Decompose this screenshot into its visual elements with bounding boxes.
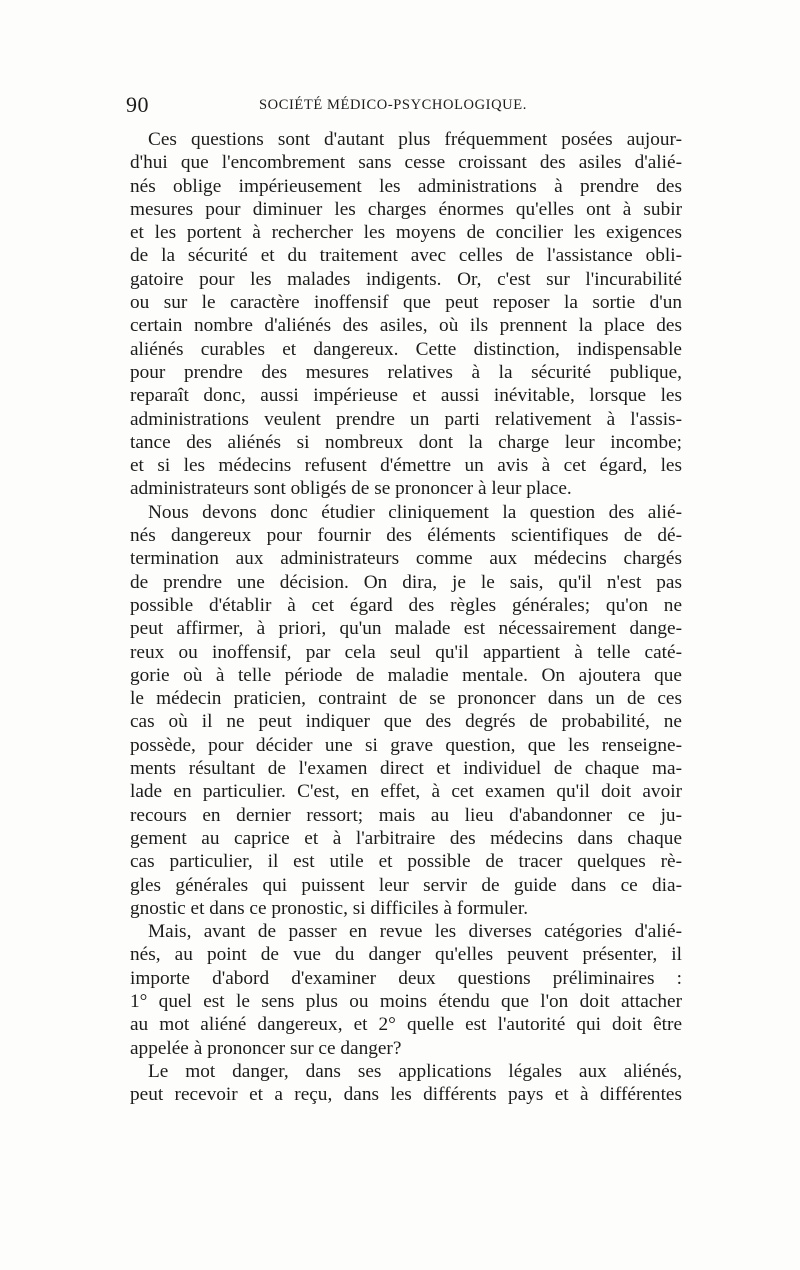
text-line: aliénés curables et dangereux. Cette distinction, indispensable [130, 338, 682, 360]
text-line: Ces questions sont d'autant plus fréquemment posées aujour- [148, 129, 682, 150]
text-line: et les portent à rechercher les moyens de concilier les exigences [130, 222, 682, 244]
text-line: gles générales qui puissent leur servir de guide dans ce dia- [130, 874, 682, 896]
text-line: nés, au point de vue du danger qu'elles peuvent présenter, il [130, 944, 682, 966]
body-text [130, 128, 682, 1106]
text-line: et si les médecins refusent d'émettre un avis à cet égard, les [130, 455, 682, 477]
text-line: certain nombre d'aliénés des asiles, où ils prennent la place des [130, 315, 682, 337]
text-line: d'hui que l'encombrement sans cesse croissant des asiles d'alié- [130, 152, 682, 174]
text-line: recours en dernier ressort; mais au lieu d'abandonner ce ju- [130, 804, 682, 826]
text-line: cas particulier, il est utile et possible de tracer quelques rè- [130, 851, 682, 873]
paragraph [130, 920, 682, 1060]
paragraph [130, 128, 682, 501]
text-line: peut recevoir et a reçu, dans les différents pays et à différentes [130, 1084, 682, 1106]
text-line: lade en particulier. C'est, en effet, à cet examen qu'il doit avoir [130, 781, 682, 803]
text-line: nés oblige impérieusement les administrations à prendre des [130, 175, 682, 197]
paragraph [130, 1060, 682, 1107]
text-line: gatoire pour les malades indigents. Or, c'est sur l'incurabilité [130, 268, 682, 290]
text-line: tance des aliénés si nombreux dont la charge leur incombe; [130, 431, 682, 453]
text-line: gement au caprice et à l'arbitraire des médecins dans chaque [130, 827, 682, 849]
text-line: termination aux administrateurs comme aux médecins chargés [130, 548, 682, 570]
text-line: importe d'abord d'examiner deux questions préliminaires : [130, 967, 682, 989]
text-line: pour prendre des mesures relatives à la sécurité publique, [130, 361, 682, 383]
text-line: reux ou inoffensif, par cela seul qu'il appartient à telle caté- [130, 641, 682, 663]
text-line: reparaît donc, aussi impérieuse et aussi inévitable, lorsque les [130, 385, 682, 407]
text-line: gorie où à telle période de maladie mentale. On ajoutera que [130, 664, 682, 686]
text-line: administrateurs sont obligés de se prononcer à leur place. [130, 478, 572, 500]
text-line: mesures pour diminuer les charges énormes qu'elles ont à subir [130, 198, 682, 220]
text-line: cas où il ne peut indiquer que des degrés de probabilité, ne [130, 711, 682, 733]
text-line: possède, pour décider une si grave question, que les renseigne- [130, 734, 682, 756]
text-line: de la sécurité et du traitement avec celles de l'assistance obli- [130, 245, 682, 267]
text-line: ments résultant de l'examen direct et individuel de chaque ma- [130, 758, 682, 780]
text-line: au mot aliéné dangereux, et 2° quelle est l'autorité qui doit être [130, 1014, 682, 1036]
text-line: possible d'établir à cet égard des règles générales; qu'on ne [130, 594, 682, 616]
text-line: ou sur le caractère inoffensif que peut reposer la sortie d'un [130, 292, 682, 314]
text-line: appelée à prononcer sur ce danger? [130, 1037, 402, 1059]
text-line: peut affirmer, à priori, qu'un malade est nécessairement dange- [130, 618, 682, 640]
page-header [126, 92, 686, 122]
text-line: gnostic et dans ce pronostic, si difficiles à formuler. [130, 897, 529, 919]
text-line: administrations veulent prendre un parti relativement à l'assis- [130, 408, 682, 430]
text-line: nés dangereux pour fournir des éléments scientifiques de dé- [130, 525, 682, 547]
text-line: de prendre une décision. On dira, je le sais, qu'il n'est pas [130, 571, 682, 593]
text-line: Le mot danger, dans ses applications légales aux aliénés, [148, 1060, 682, 1082]
text-line: Nous devons donc étudier cliniquement la question des alié- [148, 501, 682, 523]
text-line: le médecin praticien, contraint de se prononcer dans un de ces [130, 688, 682, 710]
text-line: Mais, avant de passer en revue les diverses catégories d'alié- [148, 921, 682, 943]
page-number: 90 [126, 92, 149, 117]
text-line: 1° quel est le sens plus ou moins étendu que l'on doit attacher [130, 990, 682, 1012]
running-head: SOCIÉTÉ MÉDICO-PSYCHOLOGIQUE. [259, 97, 527, 113]
paragraph [130, 501, 682, 920]
